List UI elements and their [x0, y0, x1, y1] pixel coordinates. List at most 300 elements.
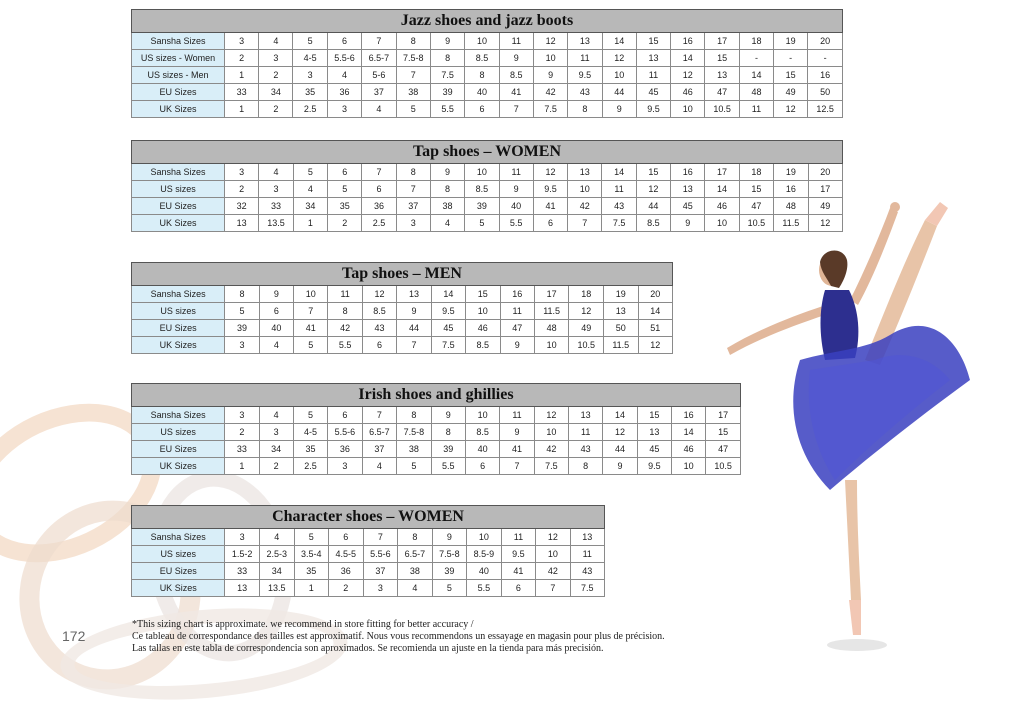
size-cell: 8	[398, 529, 433, 546]
size-cell: 6	[362, 337, 396, 354]
size-cell: 44	[636, 198, 670, 215]
size-cell: 46	[466, 320, 500, 337]
size-cell: 10	[465, 33, 499, 50]
table-row	[132, 320, 673, 337]
size-cell: 4	[327, 67, 361, 84]
size-cell: 8	[396, 164, 430, 181]
size-cell: 7	[536, 580, 570, 597]
table-row	[132, 441, 741, 458]
size-cell: 44	[397, 320, 431, 337]
size-cell: 10	[568, 181, 602, 198]
size-cell: 9	[432, 529, 467, 546]
page-number: 172	[62, 628, 86, 644]
size-cell: 8	[431, 50, 465, 67]
row-label: Sansha Sizes	[132, 286, 225, 303]
size-cell: 4	[259, 407, 293, 424]
size-cell: 11	[739, 101, 773, 118]
ballet-dancer-image	[715, 190, 1005, 660]
size-cell: 14	[602, 164, 636, 181]
size-cell: 43	[569, 441, 603, 458]
size-cell: 2	[329, 580, 364, 597]
size-cell: 5.5	[431, 458, 465, 475]
size-cell: 45	[636, 84, 670, 101]
size-cell: 2.5-3	[259, 546, 294, 563]
size-cell: 9.5	[431, 303, 465, 320]
size-cell: 45	[671, 198, 705, 215]
size-cell: 11	[570, 546, 604, 563]
size-cell: 43	[570, 563, 604, 580]
size-cell: 10.5	[705, 101, 739, 118]
size-cell: 7	[396, 181, 430, 198]
size-cell: -	[739, 50, 773, 67]
size-cell: 6	[362, 181, 396, 198]
table-row	[132, 563, 605, 580]
size-cell: 10	[602, 67, 636, 84]
size-cell: 49	[774, 84, 808, 101]
size-cell: 43	[602, 198, 636, 215]
row-label: US sizes	[132, 303, 225, 320]
size-cell: 4-5	[293, 424, 327, 441]
size-cell: 10	[671, 101, 705, 118]
size-cell: 45	[431, 320, 465, 337]
size-cell: 48	[739, 84, 773, 101]
size-cell: 14	[739, 67, 773, 84]
size-cell: 11	[499, 33, 533, 50]
size-cell: 9	[430, 164, 464, 181]
size-cell: 9	[671, 215, 705, 232]
size-cell: 36	[327, 84, 361, 101]
size-cell: 11	[328, 286, 362, 303]
row-label: US sizes	[132, 424, 225, 441]
size-cell: 2	[225, 181, 259, 198]
size-cell: 14	[672, 424, 706, 441]
size-cell: 10	[467, 529, 502, 546]
size-cell: 34	[293, 198, 327, 215]
size-cell: 7.5	[534, 458, 568, 475]
size-cell: 5.5	[467, 580, 502, 597]
size-cell: 3	[363, 580, 398, 597]
size-cell: 17	[705, 164, 739, 181]
table-row	[132, 529, 605, 546]
size-cell: 11	[602, 181, 636, 198]
size-cell: 15	[739, 181, 773, 198]
size-cell: 5	[293, 164, 327, 181]
size-cell: 20	[808, 164, 842, 181]
table-row	[132, 33, 843, 50]
size-cell: 8	[431, 424, 465, 441]
size-cell: 6.5-7	[398, 546, 433, 563]
table-row	[132, 164, 843, 181]
size-cell: 35	[293, 84, 327, 101]
size-cell: 4	[259, 164, 293, 181]
size-cell: 12	[569, 303, 604, 320]
size-cell: 3	[225, 529, 260, 546]
row-label: US sizes - Men	[132, 67, 225, 84]
size-cell: 7	[294, 303, 328, 320]
size-cell: 10	[705, 215, 739, 232]
size-cell: 11.5	[534, 303, 569, 320]
size-cell: 8.5	[465, 50, 499, 67]
size-cell: 7	[500, 458, 534, 475]
size-cell: 11	[636, 67, 670, 84]
character-shoes-women-size-table	[131, 505, 605, 597]
size-cell: 36	[328, 441, 362, 458]
size-cell: 14	[638, 303, 672, 320]
table-row	[132, 337, 673, 354]
size-cell: 19	[603, 286, 638, 303]
size-cell: 13	[603, 303, 638, 320]
size-cell: 35	[328, 198, 362, 215]
size-cell: 7	[499, 101, 533, 118]
size-cell: 2	[328, 215, 362, 232]
size-cell: 9.5	[568, 67, 602, 84]
size-cell: 13	[568, 33, 602, 50]
size-cell: 11	[501, 529, 535, 546]
size-cell: 5.5	[328, 337, 362, 354]
size-cell: 41	[294, 320, 328, 337]
size-cell: 15	[466, 286, 500, 303]
size-cell: 15	[636, 33, 670, 50]
size-cell: 1	[294, 580, 329, 597]
row-label: UK Sizes	[132, 337, 225, 354]
size-cell: 18	[739, 164, 773, 181]
size-cell: 12.5	[808, 101, 843, 118]
size-cell: 7	[363, 529, 398, 546]
size-cell: 2	[225, 424, 259, 441]
size-cell: 46	[671, 84, 705, 101]
size-cell: 1.5-2	[225, 546, 260, 563]
size-cell: 12	[638, 337, 672, 354]
size-cell: 9	[602, 101, 636, 118]
size-cell: 5	[465, 215, 499, 232]
size-cell: 2	[225, 50, 259, 67]
size-cell: 35	[294, 563, 329, 580]
size-cell: 3	[259, 424, 293, 441]
size-cell: 11	[500, 407, 534, 424]
size-cell: 4	[259, 529, 294, 546]
size-cell: 9	[500, 424, 534, 441]
size-cell: 38	[430, 198, 464, 215]
size-cell: 19	[774, 33, 808, 50]
size-cell: 39	[431, 441, 465, 458]
size-cell: 40	[467, 563, 502, 580]
size-cell: 40	[259, 320, 293, 337]
size-cell: 18	[739, 33, 773, 50]
size-cell: 5	[293, 33, 327, 50]
footnote-spanish: Las tallas en este tabla de correspondencia son aproximados. Se recomienda un ajuste en la tienda para más precisión.	[132, 643, 604, 654]
row-label: EU Sizes	[132, 563, 225, 580]
size-cell: 7.5	[533, 101, 567, 118]
size-cell: 48	[774, 198, 808, 215]
size-cell: 12	[534, 407, 568, 424]
tap-shoes-men-size-table	[131, 262, 673, 354]
size-cell: 5.5	[431, 101, 465, 118]
size-cell: 45	[637, 441, 671, 458]
size-cell: 12	[636, 181, 670, 198]
size-cell: 5	[396, 101, 430, 118]
footnote-french: Ce tableau de correspondance des tailles est approximatif. Nous vous recommendons un essayage en magasin pour plus de précision.	[132, 631, 665, 642]
table-row	[132, 101, 843, 118]
size-cell: 10	[465, 164, 499, 181]
size-cell: 1	[225, 458, 259, 475]
size-cell: 6	[329, 529, 364, 546]
size-cell: 14	[602, 33, 636, 50]
size-cell: 40	[465, 441, 499, 458]
size-cell: 10	[533, 50, 567, 67]
size-cell: 9.5	[637, 458, 671, 475]
row-label: EU Sizes	[132, 320, 225, 337]
size-cell: 12	[808, 215, 842, 232]
size-cell: 10	[465, 407, 499, 424]
row-label: UK Sizes	[132, 580, 225, 597]
size-cell: 9	[397, 303, 431, 320]
size-cell: 44	[603, 441, 637, 458]
size-cell: 5.5-6	[363, 546, 398, 563]
size-cell: 35	[293, 441, 327, 458]
table-title: Character shoes – WOMEN	[132, 506, 605, 529]
size-cell: 8.5	[465, 424, 499, 441]
size-cell: 12	[533, 33, 567, 50]
size-cell: 10	[536, 546, 570, 563]
size-cell: 8.5	[636, 215, 670, 232]
size-cell: 37	[362, 84, 396, 101]
size-cell: 42	[568, 198, 602, 215]
size-cell: 40	[499, 198, 533, 215]
size-cell: 20	[638, 286, 672, 303]
size-cell: 36	[329, 563, 364, 580]
size-cell: 32	[225, 198, 259, 215]
size-cell: 3	[225, 337, 259, 354]
table-title: Tap shoes – MEN	[132, 263, 673, 286]
size-cell: 13.5	[259, 580, 294, 597]
size-cell: 40	[465, 84, 499, 101]
size-cell: 13	[705, 67, 739, 84]
size-cell: 7.5	[570, 580, 604, 597]
size-cell: 14	[603, 407, 637, 424]
size-cell: 6	[465, 458, 499, 475]
size-cell: 12	[603, 424, 637, 441]
size-cell: 7.5	[431, 67, 465, 84]
size-cell: 2.5	[293, 101, 327, 118]
size-cell: 4.5-5	[329, 546, 364, 563]
size-cell: 15	[636, 164, 670, 181]
size-cell: 8.5	[499, 67, 533, 84]
size-cell: 8	[568, 101, 602, 118]
size-cell: 38	[396, 84, 430, 101]
footnote-english: *This sizing chart is approximate. we recommend in store fitting for better accuracy /	[132, 619, 474, 630]
size-cell: 13	[671, 181, 705, 198]
size-cell: 9	[499, 181, 533, 198]
size-cell: 51	[638, 320, 672, 337]
size-cell: 10	[534, 337, 569, 354]
size-cell: 10.5	[706, 458, 741, 475]
jazz-shoes-size-table	[131, 9, 843, 118]
size-cell: 5.5-6	[327, 50, 361, 67]
size-cell: 9	[603, 458, 637, 475]
size-cell: 7.5	[602, 215, 636, 232]
size-cell: 9.5	[501, 546, 535, 563]
size-cell: 44	[602, 84, 636, 101]
size-cell: 3	[225, 164, 259, 181]
size-cell: 9	[533, 67, 567, 84]
size-cell: 3.5-4	[294, 546, 329, 563]
row-label: EU Sizes	[132, 198, 225, 215]
size-cell: 7	[362, 33, 396, 50]
size-cell: 34	[259, 84, 293, 101]
size-cell: 7	[568, 215, 602, 232]
size-cell: 6	[465, 101, 499, 118]
size-cell: 16	[672, 407, 706, 424]
size-cell: 6	[328, 407, 362, 424]
size-cell: 7	[362, 407, 396, 424]
size-cell: 6	[501, 580, 535, 597]
size-cell: 49	[808, 198, 842, 215]
size-cell: 33	[225, 441, 259, 458]
table-title: Tap shoes – WOMEN	[132, 141, 843, 164]
size-cell: 1	[293, 215, 327, 232]
size-cell: 14	[431, 286, 465, 303]
size-cell: 41	[500, 441, 534, 458]
size-cell: 10	[534, 424, 568, 441]
row-label: Sansha Sizes	[132, 164, 225, 181]
size-cell: 4	[293, 181, 327, 198]
size-cell: 47	[706, 441, 741, 458]
size-cell: 2	[259, 458, 293, 475]
size-cell: 6	[327, 33, 361, 50]
row-label: US sizes	[132, 181, 225, 198]
size-cell: 6	[533, 215, 567, 232]
size-cell: 2	[259, 101, 293, 118]
size-cell: 7	[396, 67, 430, 84]
size-cell: 3	[293, 67, 327, 84]
size-cell: 33	[259, 198, 293, 215]
size-cell: 5	[294, 337, 328, 354]
table-row	[132, 303, 673, 320]
size-cell: 19	[774, 164, 808, 181]
size-cell: 1	[225, 101, 259, 118]
size-cell: 48	[534, 320, 569, 337]
size-cell: 8.5-9	[467, 546, 502, 563]
sizing-footnote	[132, 619, 772, 655]
size-cell: 33	[225, 563, 260, 580]
size-cell: 17	[706, 407, 741, 424]
size-cell: 13	[225, 580, 260, 597]
size-cell: 42	[534, 441, 568, 458]
size-cell: 10.5	[739, 215, 773, 232]
size-cell: 13	[569, 407, 603, 424]
size-cell: 3	[259, 50, 293, 67]
size-cell: 13	[636, 50, 670, 67]
table-row	[132, 458, 741, 475]
size-cell: 50	[603, 320, 638, 337]
size-cell: 9	[431, 33, 465, 50]
size-cell: 12	[671, 67, 705, 84]
size-cell: 8	[328, 303, 362, 320]
size-cell: 7	[362, 164, 396, 181]
size-cell: 3	[328, 458, 362, 475]
size-cell: 47	[500, 320, 534, 337]
row-label: US sizes	[132, 546, 225, 563]
size-cell: 41	[499, 84, 533, 101]
size-cell: 15	[637, 407, 671, 424]
size-cell: 2.5	[362, 215, 396, 232]
size-cell: 47	[739, 198, 773, 215]
size-cell: 11	[499, 164, 533, 181]
size-cell: 8	[396, 33, 430, 50]
table-row	[132, 407, 741, 424]
size-cell: 17	[705, 33, 739, 50]
size-cell: 42	[536, 563, 570, 580]
size-cell: -	[808, 50, 843, 67]
size-cell: 39	[431, 84, 465, 101]
size-cell: 1	[225, 67, 259, 84]
size-cell: 11	[569, 424, 603, 441]
size-cell: 5	[293, 407, 327, 424]
size-cell: 34	[259, 563, 294, 580]
size-cell: 49	[569, 320, 604, 337]
size-cell: 12	[774, 101, 808, 118]
size-cell: 15	[706, 424, 741, 441]
table-row	[132, 424, 741, 441]
size-cell: 5	[432, 580, 467, 597]
size-cell: 38	[397, 441, 431, 458]
size-cell: 5	[294, 529, 329, 546]
row-label: US sizes - Women	[132, 50, 225, 67]
row-label: Sansha Sizes	[132, 33, 225, 50]
size-cell: 11.5	[603, 337, 638, 354]
row-label: Sansha Sizes	[132, 529, 225, 546]
size-cell: 5	[397, 458, 431, 475]
size-cell: 7.5	[431, 337, 465, 354]
size-cell: 4-5	[293, 50, 327, 67]
table-row	[132, 67, 843, 84]
size-cell: -	[774, 50, 808, 67]
size-cell: 5	[225, 303, 259, 320]
size-cell: 18	[569, 286, 604, 303]
size-cell: 8	[397, 407, 431, 424]
size-cell: 46	[672, 441, 706, 458]
size-cell: 16	[774, 181, 808, 198]
size-cell: 6	[259, 303, 293, 320]
size-cell: 7.5-8	[396, 50, 430, 67]
size-cell: 4	[362, 458, 396, 475]
size-cell: 13.5	[259, 215, 293, 232]
size-cell: 13	[570, 529, 604, 546]
size-cell: 42	[328, 320, 362, 337]
row-label: UK Sizes	[132, 458, 225, 475]
size-cell: 2.5	[293, 458, 327, 475]
size-cell: 9.5	[533, 181, 567, 198]
size-cell: 47	[705, 84, 739, 101]
size-cell: 14	[671, 50, 705, 67]
size-cell: 36	[362, 198, 396, 215]
irish-shoes-size-table	[131, 383, 741, 475]
size-cell: 4	[430, 215, 464, 232]
size-cell: 6.5-7	[362, 50, 396, 67]
row-label: EU Sizes	[132, 441, 225, 458]
size-cell: 10	[294, 286, 328, 303]
size-cell: 15	[705, 50, 739, 67]
size-cell: 11.5	[774, 215, 808, 232]
size-cell: 3	[225, 407, 259, 424]
size-cell: 16	[500, 286, 534, 303]
table-row	[132, 580, 605, 597]
size-cell: 9	[259, 286, 293, 303]
size-cell: 10.5	[569, 337, 604, 354]
size-cell: 16	[808, 67, 843, 84]
size-cell: 39	[225, 320, 259, 337]
size-cell: 34	[259, 441, 293, 458]
